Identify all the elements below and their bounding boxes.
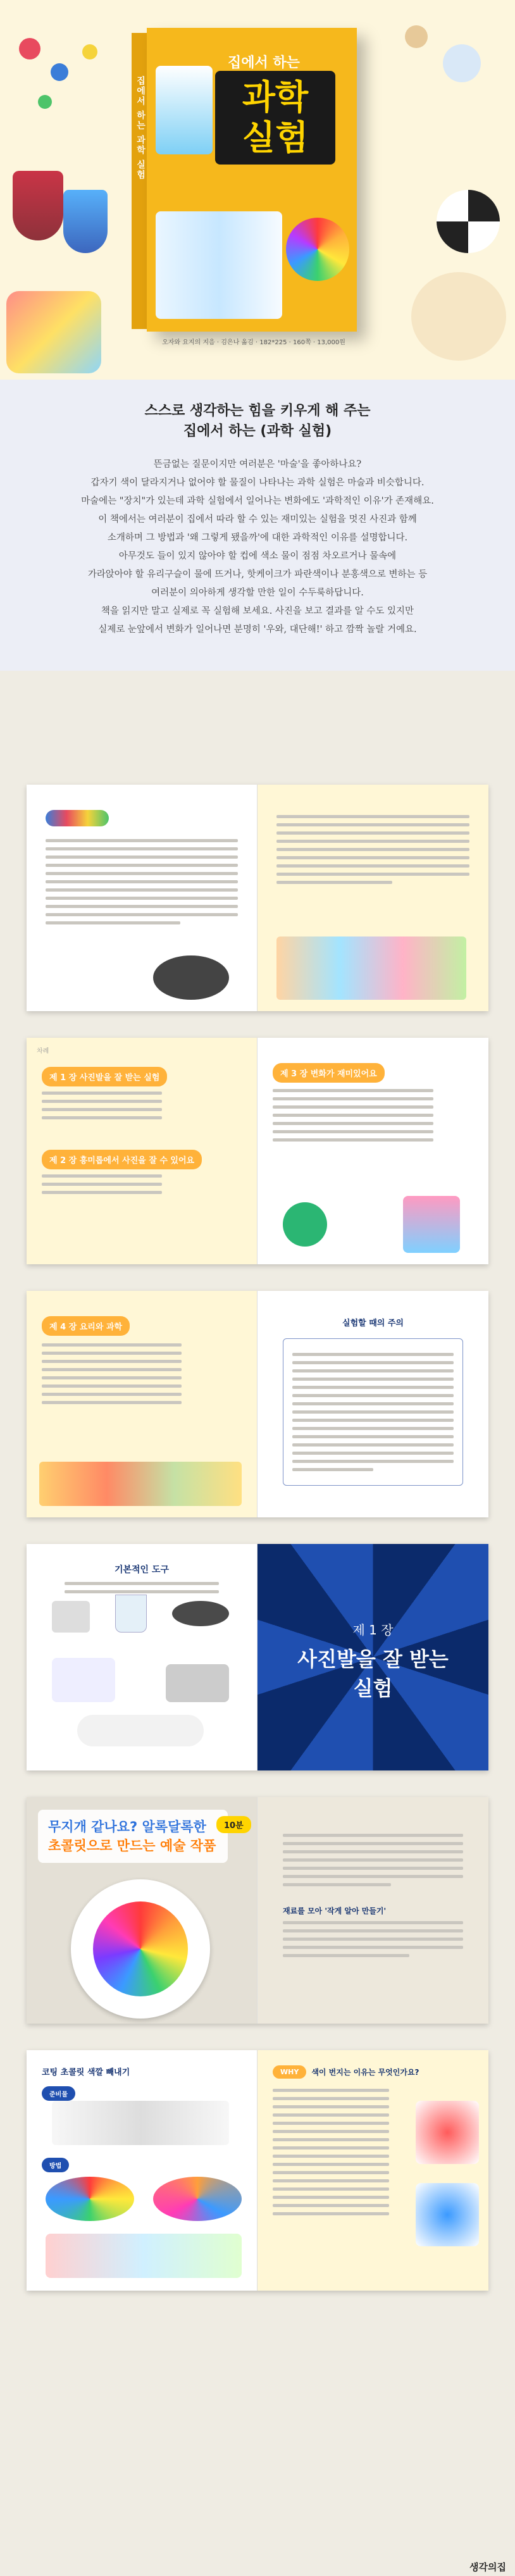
cautions-box (283, 1338, 463, 1486)
page-rainbow-photo (27, 1797, 258, 2024)
page-toc-right (258, 1038, 488, 1264)
cover-image-plate (286, 218, 349, 281)
spinner-decoration (437, 190, 500, 253)
page-chapter1-cover (258, 1544, 488, 1770)
rainbow-time-badge: 10분 (216, 1816, 251, 1833)
candy-ball-decoration (51, 63, 68, 81)
rainbow-colors-image (93, 1901, 188, 1996)
page-rainbow-text (258, 1797, 488, 2024)
toc-label: 차례 (37, 1048, 49, 1055)
page-preface-left (27, 785, 258, 1011)
rainbow-headline-line1: 무지개 같나요? 알록달록한 (48, 1819, 206, 1834)
publisher-logo: 생각의집 (469, 2561, 506, 2573)
intro-paragraph: 갑자기 색이 달라지거나 없어야 할 물질이 나타나는 과학 실험은 마술과 비슷합니다. (90, 478, 425, 488)
intro-heading-1: 스스로 생각하는 힘을 키우게 해 주는 (144, 403, 371, 419)
coating-materials-label: 준비물 (42, 2086, 75, 2101)
hero-section (0, 0, 515, 380)
rainbow-headline (38, 1810, 228, 1863)
preface-text-block (276, 815, 469, 884)
spread-toc (27, 1038, 488, 1264)
toc-chapter-2[interactable]: 제 2 장 흥미롭에서 사진을 잘 수 있어요 (42, 1150, 202, 1169)
coating-step-1 (46, 2177, 134, 2221)
glass-decoration (13, 171, 63, 240)
book-meta: 오자와 요지의 지음 · 김은나 옮김 · 182*225 · 160쪽 · 13,000원 (162, 339, 345, 346)
rainbow-caption: 재료를 모아 '작게 알아 만들기' (283, 1907, 387, 1915)
intro-heading-2: 집에서 하는 (과학 실험) (183, 423, 332, 439)
intro-paragraph: 뜬금없는 질문이지만 여러분은 '마술'을 좋아하나요? (153, 459, 362, 470)
coating-materials-image (52, 2101, 229, 2145)
intro-paragraph: 책을 읽지만 말고 실제로 꼭 실험해 보세요. 사진을 보고 결과를 알 수도 있지만 (101, 606, 414, 616)
intro-paragraph: 아무것도 들이 있지 않아야 할 컵에 색소 물이 점점 차오르거나 물속에 (118, 551, 397, 561)
rainbow-headline-line2: 초콜릿으로 만드는 예술 작품 (48, 1838, 216, 1853)
chapter1-title-line1: 사진발을 잘 받는 (297, 1647, 449, 1671)
tools-pan-image (172, 1601, 229, 1626)
chapter1-title-line2: 실험 (353, 1676, 393, 1700)
spread-preface (27, 785, 488, 1011)
intro-paragraph: 마술에는 "장치"가 있는데 과학 실험에서 일어나는 변화에도 '과학적인 이유'가 존재해요. (81, 496, 434, 506)
intro-paragraph: 여러분이 의아하게 생각할 만한 일이 수두룩하답니다. (151, 588, 364, 598)
page-cautions (258, 1291, 488, 1517)
chapter4-food-photos (39, 1462, 242, 1506)
intro-paragraph: 실제로 눈앞에서 변화가 일어나면 분명히 '우와, 대단해!' 하고 깜짝 놀랄 거예요. (98, 625, 417, 635)
book-title (215, 71, 335, 165)
spread-rainbow-chocolate (27, 1797, 488, 2024)
candy-ball-decoration (82, 44, 97, 59)
toc-photo-colors (403, 1196, 460, 1253)
glass-decoration (63, 190, 108, 253)
toc-chapter-4[interactable]: 제 4 장 요리와 과학 (42, 1316, 130, 1336)
book-title-line1: 과학 (242, 77, 309, 117)
page-coating-method (27, 2050, 258, 2291)
intro-paragraph: 이 책에서는 여러분이 집에서 따라 할 수 있는 재미있는 실험을 멋진 사진과 함께 (98, 514, 417, 525)
toc-chapter-3[interactable]: 제 3 장 변화가 재미있어요 (273, 1063, 385, 1083)
coating-step-3 (46, 2234, 242, 2278)
cup-decoration (6, 291, 101, 373)
tools-dishes-image (77, 1715, 204, 1746)
tools-measuring-cup-image (115, 1595, 147, 1633)
intro-paragraph: 소개하며 그 방법과 '왜 그렇게 됐을까'에 대한 과학적인 이유를 설명합니다. (107, 533, 408, 543)
book-title-line2: 실험 (242, 118, 309, 158)
page-tools (27, 1544, 258, 1770)
spread-cautions (27, 1291, 488, 1517)
page-preface-right (258, 785, 488, 1011)
toc-chapter-1[interactable]: 제 1 장 사진발을 잘 받는 실험 (42, 1067, 167, 1086)
why-title: 색이 번지는 이유는 무엇인가요? (311, 2068, 419, 2077)
cover-image-bottles (156, 211, 282, 319)
coating-step-2 (153, 2177, 242, 2221)
cautions-title: 실험할 때의 주의 (342, 1319, 404, 1328)
spread-chapter1-opener (27, 1544, 488, 1770)
book-subtitle: 집에서 하는 (228, 55, 300, 71)
spread-coating-chocolate (27, 2050, 488, 2291)
balls-decoration (405, 25, 428, 48)
intro-section (0, 380, 515, 671)
toc-photo-green (283, 1202, 327, 1247)
page-toc-left (27, 1038, 258, 1264)
why-tag: WHY (273, 2065, 306, 2079)
why-photo-1 (416, 2101, 479, 2164)
chapter1-number: 제 1 장 (352, 1622, 394, 1638)
book-spine-text: 집에서 하는 과학 실험 (135, 76, 146, 180)
spreads-section (0, 671, 515, 2576)
why-photo-2 (416, 2183, 479, 2246)
intro-paragraph: 가라앉아야 할 유리구슬이 물에 뜨거나, 핫케이크가 파란색이나 분홍색으로 변하는 등 (87, 569, 428, 580)
preface-photo-grid (276, 936, 466, 1000)
preface-text-block (46, 839, 238, 924)
balls-decoration (443, 44, 481, 82)
coating-title: 코팅 초콜릿 색깔 빼내기 (42, 2068, 130, 2077)
tools-title: 기본적인 도구 (114, 1565, 170, 1575)
page-chapter4-toc (27, 1291, 258, 1517)
candy-ball-decoration (38, 95, 52, 109)
popcorn-decoration (411, 272, 506, 361)
coating-method-label: 방법 (42, 2158, 69, 2172)
tools-scale-image (52, 1601, 90, 1633)
why-header (273, 2065, 473, 2079)
cover-image-jars (156, 66, 213, 154)
preface-pan-image (153, 955, 229, 1000)
tools-beakers-image (52, 1658, 115, 1702)
preface-balls-image (46, 810, 109, 826)
candy-ball-decoration (19, 38, 40, 59)
page-coating-why (258, 2050, 488, 2291)
tools-stove-image (166, 1664, 229, 1702)
